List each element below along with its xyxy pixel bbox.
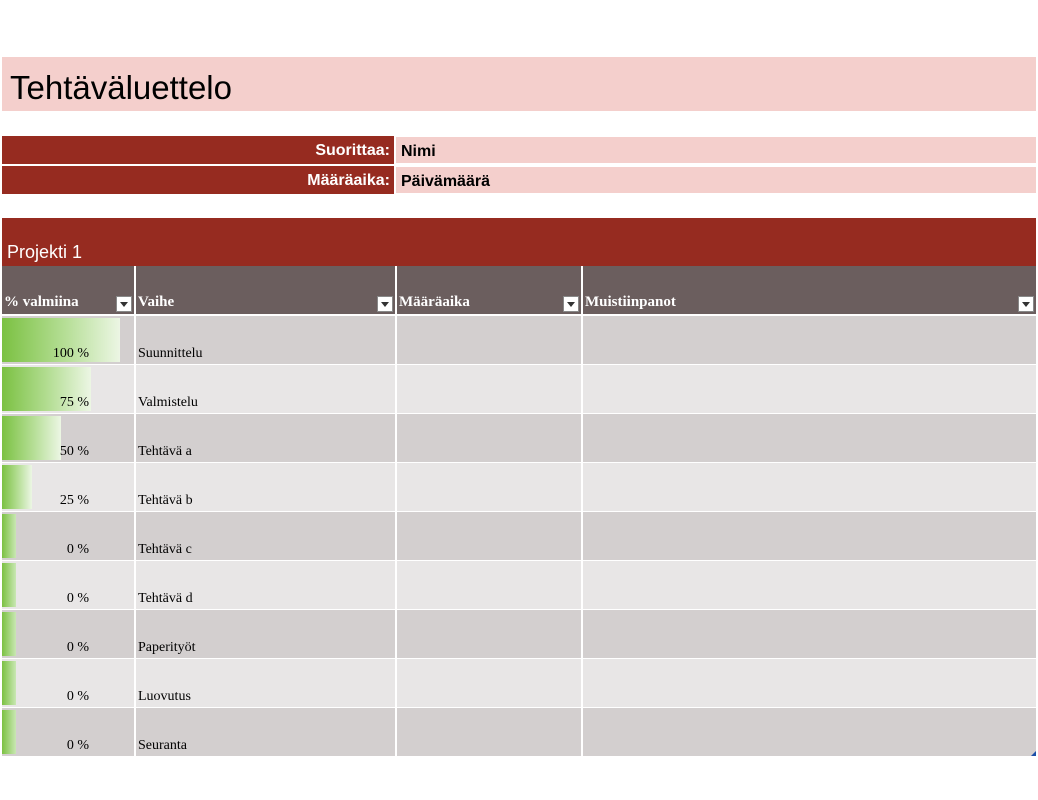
deadline-cell[interactable] (397, 708, 581, 756)
progress-bar (2, 416, 61, 460)
page-title: Tehtäväluettelo (10, 69, 232, 106)
notes-cell[interactable] (583, 659, 1036, 707)
pct-complete-value: 0 % (66, 738, 89, 753)
deadline-cell[interactable] (397, 414, 581, 462)
step-cell[interactable] (136, 365, 395, 413)
step-value: Tehtävä a (138, 444, 192, 459)
pct-complete-cell[interactable] (2, 463, 134, 511)
notes-cell[interactable] (583, 512, 1036, 560)
step-cell[interactable] (136, 659, 395, 707)
table-row (2, 316, 1036, 364)
pct-complete-value: 0 % (66, 542, 89, 557)
pct-complete-cell[interactable] (2, 414, 134, 462)
table-resize-handle[interactable] (1031, 751, 1036, 756)
table-row (2, 610, 1036, 658)
deadline-cell[interactable] (397, 316, 581, 364)
step-cell[interactable] (136, 512, 395, 560)
pct-complete-value: 50 % (59, 444, 89, 459)
deadline-cell[interactable] (397, 659, 581, 707)
pct-complete-value: 100 % (52, 346, 89, 361)
step-value: Valmistelu (138, 395, 198, 410)
dropdown-filter-icon[interactable] (1018, 296, 1034, 312)
deadline-cell[interactable] (397, 610, 581, 658)
deadline-value[interactable]: Päivämäärä (396, 167, 1036, 193)
progress-bar (2, 661, 16, 705)
header-label: Vaihe (138, 294, 175, 310)
pct-complete-cell[interactable] (2, 659, 134, 707)
step-value: Luovutus (138, 689, 191, 704)
step-cell[interactable] (136, 316, 395, 364)
step-cell[interactable] (136, 610, 395, 658)
title-band (2, 57, 1036, 111)
progress-bar (2, 465, 32, 509)
deadline-cell[interactable] (397, 561, 581, 609)
notes-cell[interactable] (583, 610, 1036, 658)
step-cell[interactable] (136, 414, 395, 462)
step-value: Tehtävä b (138, 493, 193, 508)
dropdown-filter-icon[interactable] (563, 296, 579, 312)
progress-bar (2, 710, 16, 754)
deadline-cell[interactable] (397, 365, 581, 413)
header-step (136, 266, 395, 314)
notes-cell[interactable] (583, 414, 1036, 462)
header-label: % valmiina (4, 294, 79, 310)
header-deadline (397, 266, 581, 314)
table-row (2, 708, 1036, 756)
dropdown-filter-icon[interactable] (116, 296, 132, 312)
table-row (2, 512, 1036, 560)
step-value: Seuranta (138, 738, 187, 753)
pct-complete-value: 0 % (66, 689, 89, 704)
progress-bar (2, 563, 16, 607)
deadline-row (2, 166, 1036, 194)
performer-label: Suorittaa: (2, 136, 394, 164)
project-band (2, 218, 1036, 266)
performer-row (2, 136, 1036, 164)
header-notes (583, 266, 1036, 314)
table-row (2, 414, 1036, 462)
table-row (2, 561, 1036, 609)
header-pct-complete (2, 266, 134, 314)
pct-complete-cell[interactable] (2, 610, 134, 658)
pct-complete-cell[interactable] (2, 561, 134, 609)
pct-complete-cell[interactable] (2, 316, 134, 364)
pct-complete-value: 75 % (59, 395, 89, 410)
table-row (2, 463, 1036, 511)
pct-complete-value: 0 % (66, 591, 89, 606)
step-value: Suunnittelu (138, 346, 203, 361)
table-row (2, 659, 1036, 707)
notes-cell[interactable] (583, 463, 1036, 511)
notes-cell[interactable] (583, 708, 1036, 756)
pct-complete-value: 25 % (59, 493, 89, 508)
step-cell[interactable] (136, 561, 395, 609)
progress-bar (2, 514, 16, 558)
dropdown-filter-icon[interactable] (377, 296, 393, 312)
deadline-label: Määräaika: (2, 166, 394, 194)
progress-bar (2, 612, 16, 656)
pct-complete-cell[interactable] (2, 512, 134, 560)
project-title: Projekti 1 (7, 242, 83, 262)
deadline-cell[interactable] (397, 463, 581, 511)
step-value: Tehtävä c (138, 542, 192, 557)
pct-complete-cell[interactable] (2, 708, 134, 756)
performer-value[interactable]: Nimi (396, 137, 1036, 163)
table-row (2, 365, 1036, 413)
pct-complete-cell[interactable] (2, 365, 134, 413)
step-value: Paperityöt (138, 640, 196, 655)
step-cell[interactable] (136, 463, 395, 511)
deadline-cell[interactable] (397, 512, 581, 560)
notes-cell[interactable] (583, 316, 1036, 364)
header-label: Määräaika (399, 294, 470, 310)
notes-cell[interactable] (583, 561, 1036, 609)
step-cell[interactable] (136, 708, 395, 756)
header-label: Muistiinpanot (585, 294, 676, 310)
step-value: Tehtävä d (138, 591, 193, 606)
notes-cell[interactable] (583, 365, 1036, 413)
pct-complete-value: 0 % (66, 640, 89, 655)
